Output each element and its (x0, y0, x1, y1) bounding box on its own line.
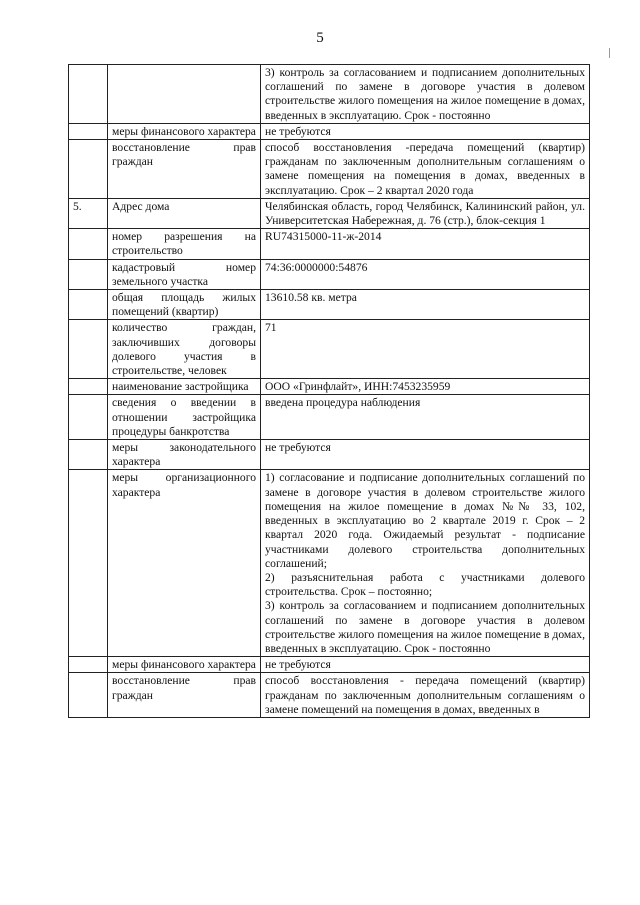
field-label-cell: меры финансового характера (108, 657, 261, 673)
table-row (69, 229, 590, 259)
table-row (69, 657, 590, 673)
row-number-cell: 5. (69, 198, 108, 228)
page-number: 5 (316, 30, 324, 46)
field-value-cell (261, 470, 590, 657)
field-value-cell (261, 440, 590, 470)
row-number-cell (69, 320, 108, 379)
row-number-cell (69, 470, 108, 657)
field-label-cell: кадастровый номер земельного участка (108, 259, 261, 289)
field-label-cell: восстановление прав граждан (108, 673, 261, 718)
field-label-cell (108, 65, 261, 124)
row-number-cell (69, 440, 108, 470)
field-value-cell (261, 379, 590, 395)
field-value-cell (261, 673, 590, 718)
value-paragraph: 2) разъяснительная работа с участниками долевого строительства. Срок – постоянно; (265, 570, 585, 599)
table-row (69, 395, 590, 440)
table-row (69, 123, 590, 139)
field-label-cell: наименование застройщика (108, 379, 261, 395)
value-paragraph: введена процедура наблюдения (265, 396, 421, 410)
field-value-cell (261, 229, 590, 259)
value-paragraph: не требуются (265, 441, 331, 455)
table-row (69, 379, 590, 395)
field-label-cell: меры организационного характера (108, 470, 261, 657)
value-paragraph: 74:36:0000000:54876 (265, 260, 368, 274)
row-number-cell (69, 290, 108, 320)
table-body (69, 65, 590, 718)
field-label-cell: сведения о введении в отношении застройщика процедуры банкротства (108, 395, 261, 440)
value-paragraph: 3) контроль за согласованием и подписанием дополнительных соглашений по замене в договоре участия в долевом строительстве жилого помещения на жилое помещение в домах, введенных в эксплуатацию. Срок - постоянно (265, 599, 585, 655)
row-number-cell (69, 657, 108, 673)
field-label-cell: количество граждан, заключивших договоры долевого участия в строительстве, человек (108, 320, 261, 379)
field-label-cell: меры законодательного характера (108, 440, 261, 470)
margin-mark (609, 48, 610, 58)
row-number-cell (69, 673, 108, 718)
field-label-cell: восстановление прав граждан (108, 140, 261, 199)
field-label-cell: меры финансового характера (108, 123, 261, 139)
table-row (69, 470, 590, 657)
field-value-cell (261, 657, 590, 673)
table-row (69, 198, 590, 228)
value-paragraph: 71 (265, 321, 277, 335)
row-number-cell (69, 65, 108, 124)
row-number-cell (69, 379, 108, 395)
table-row (69, 290, 590, 320)
row-number-cell (69, 140, 108, 199)
row-number-cell (69, 259, 108, 289)
table-row (69, 440, 590, 470)
field-value-cell (261, 290, 590, 320)
value-paragraph: 3) контроль за согласованием и подписанием дополнительных соглашений по замене в договоре участия в долевом строительстве жилого помещения на жилое помещение в домах, введенных в эксплуатацию. Срок - постоянно (265, 66, 585, 122)
table-row (69, 65, 590, 124)
value-paragraph: не требуются (265, 124, 331, 138)
value-paragraph: 13610.58 кв. метра (265, 291, 357, 305)
row-number-cell (69, 395, 108, 440)
field-value-cell (261, 140, 590, 199)
field-label-cell: общая площадь жилых помещений (квартир) (108, 290, 261, 320)
field-value-cell (261, 259, 590, 289)
value-paragraph: способ восстановления - передача помещений (квартир) гражданам по заключенным дополнительным соглашениям о замене помещений на помещения в домах, введенных в (265, 674, 585, 716)
table-row (69, 673, 590, 718)
value-paragraph: не требуются (265, 658, 331, 672)
field-value-cell (261, 198, 590, 228)
table-row (69, 320, 590, 379)
field-label-cell: номер разрешения на строительство (108, 229, 261, 259)
value-paragraph: Челябинская область, город Челябинск, Калининский район, ул. Университетская Набережная, д. 76 (стр.), блок-секция 1 (265, 199, 585, 228)
field-value-cell (261, 320, 590, 379)
value-paragraph: ООО «Гринфлайт», ИНН:7453235959 (265, 380, 451, 394)
table-row (69, 140, 590, 199)
row-number-cell (69, 123, 108, 139)
value-paragraph: 1) согласование и подписание дополнительных соглашений по замене в договоре участия в долевом строительстве жилого помещения на жилое помещение в домах №№ 33, 102, введенных в эксплуатацию во 2 квартале 2019 г. Срок – 2 квартал 2020 года. Ожидаемый результат - подписание участниками долевого строительства дополнительных соглашений; (265, 471, 585, 570)
value-paragraph: способ восстановления -передача помещений (квартир) гражданам по заключенным дополнительным соглашениям о замене помещения на помещения в домах, введенных в эксплуатацию. Срок – 2 квартал 2020 года (265, 141, 585, 197)
field-value-cell (261, 123, 590, 139)
measures-table (68, 64, 590, 718)
field-value-cell (261, 395, 590, 440)
field-label-cell: Адрес дома (108, 198, 261, 228)
field-value-cell (261, 65, 590, 124)
table-row (69, 259, 590, 289)
row-number-cell (69, 229, 108, 259)
value-paragraph: RU74315000-11-ж-2014 (265, 230, 382, 244)
